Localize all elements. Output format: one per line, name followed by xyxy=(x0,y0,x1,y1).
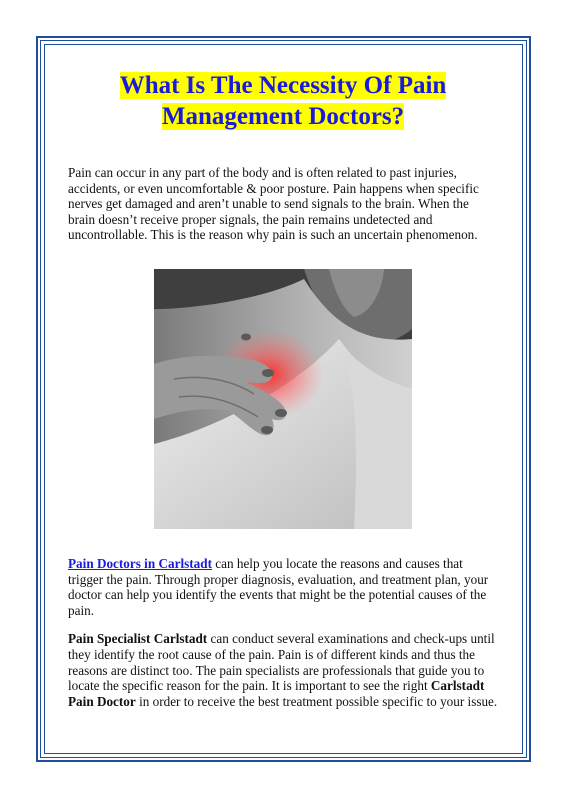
neck-pain-photo xyxy=(154,269,412,529)
pain-specialist-text-b: in order to receive the best treatment possible specific to your issue. xyxy=(135,693,498,709)
page-title: What Is The Necessity Of Pain Management Doctors? xyxy=(119,72,447,130)
pain-specialist-paragraph xyxy=(68,631,498,709)
pain-doctors-link[interactable]: Pain Doctors in Carlstadt xyxy=(68,555,212,571)
intro-paragraph: Pain can occur in any part of the body and is often related to past injuries, accidents, or even uncomfortable & poor posture. Pain happens when specific nerves get damaged and aren’t unable to send signals to the brain. When the brain doesn’t receive proper signals, the pain remains undetected and uncontrollable. This is the reason why pain is such an uncertain phenomenon. xyxy=(68,165,479,243)
pain-specialist-text-a: can conduct several examinations and check-ups until they identify the root cause of the pain. Pain is of different kinds and thus the reasons are distinct too. The pain specialists are professionals that guide you to locate the specific reason for the pain. It is important to see the right xyxy=(68,631,495,694)
document-body xyxy=(68,70,498,709)
pain-specialist-lead: Pain Specialist Carlstadt xyxy=(68,631,208,647)
pain-doctors-paragraph xyxy=(68,556,498,618)
title-block xyxy=(68,70,498,132)
pain-doctor-emphasis: Carlstadt Pain Doctor xyxy=(68,678,485,709)
neck-pain-illustration xyxy=(154,269,412,529)
pain-doctors-text: can help you locate the reasons and causes that trigger the pain. Through proper diagnosis, evaluation, and treatment plan, your doctor can help you identify the events that might be the potential causes of the pain. xyxy=(68,555,489,618)
